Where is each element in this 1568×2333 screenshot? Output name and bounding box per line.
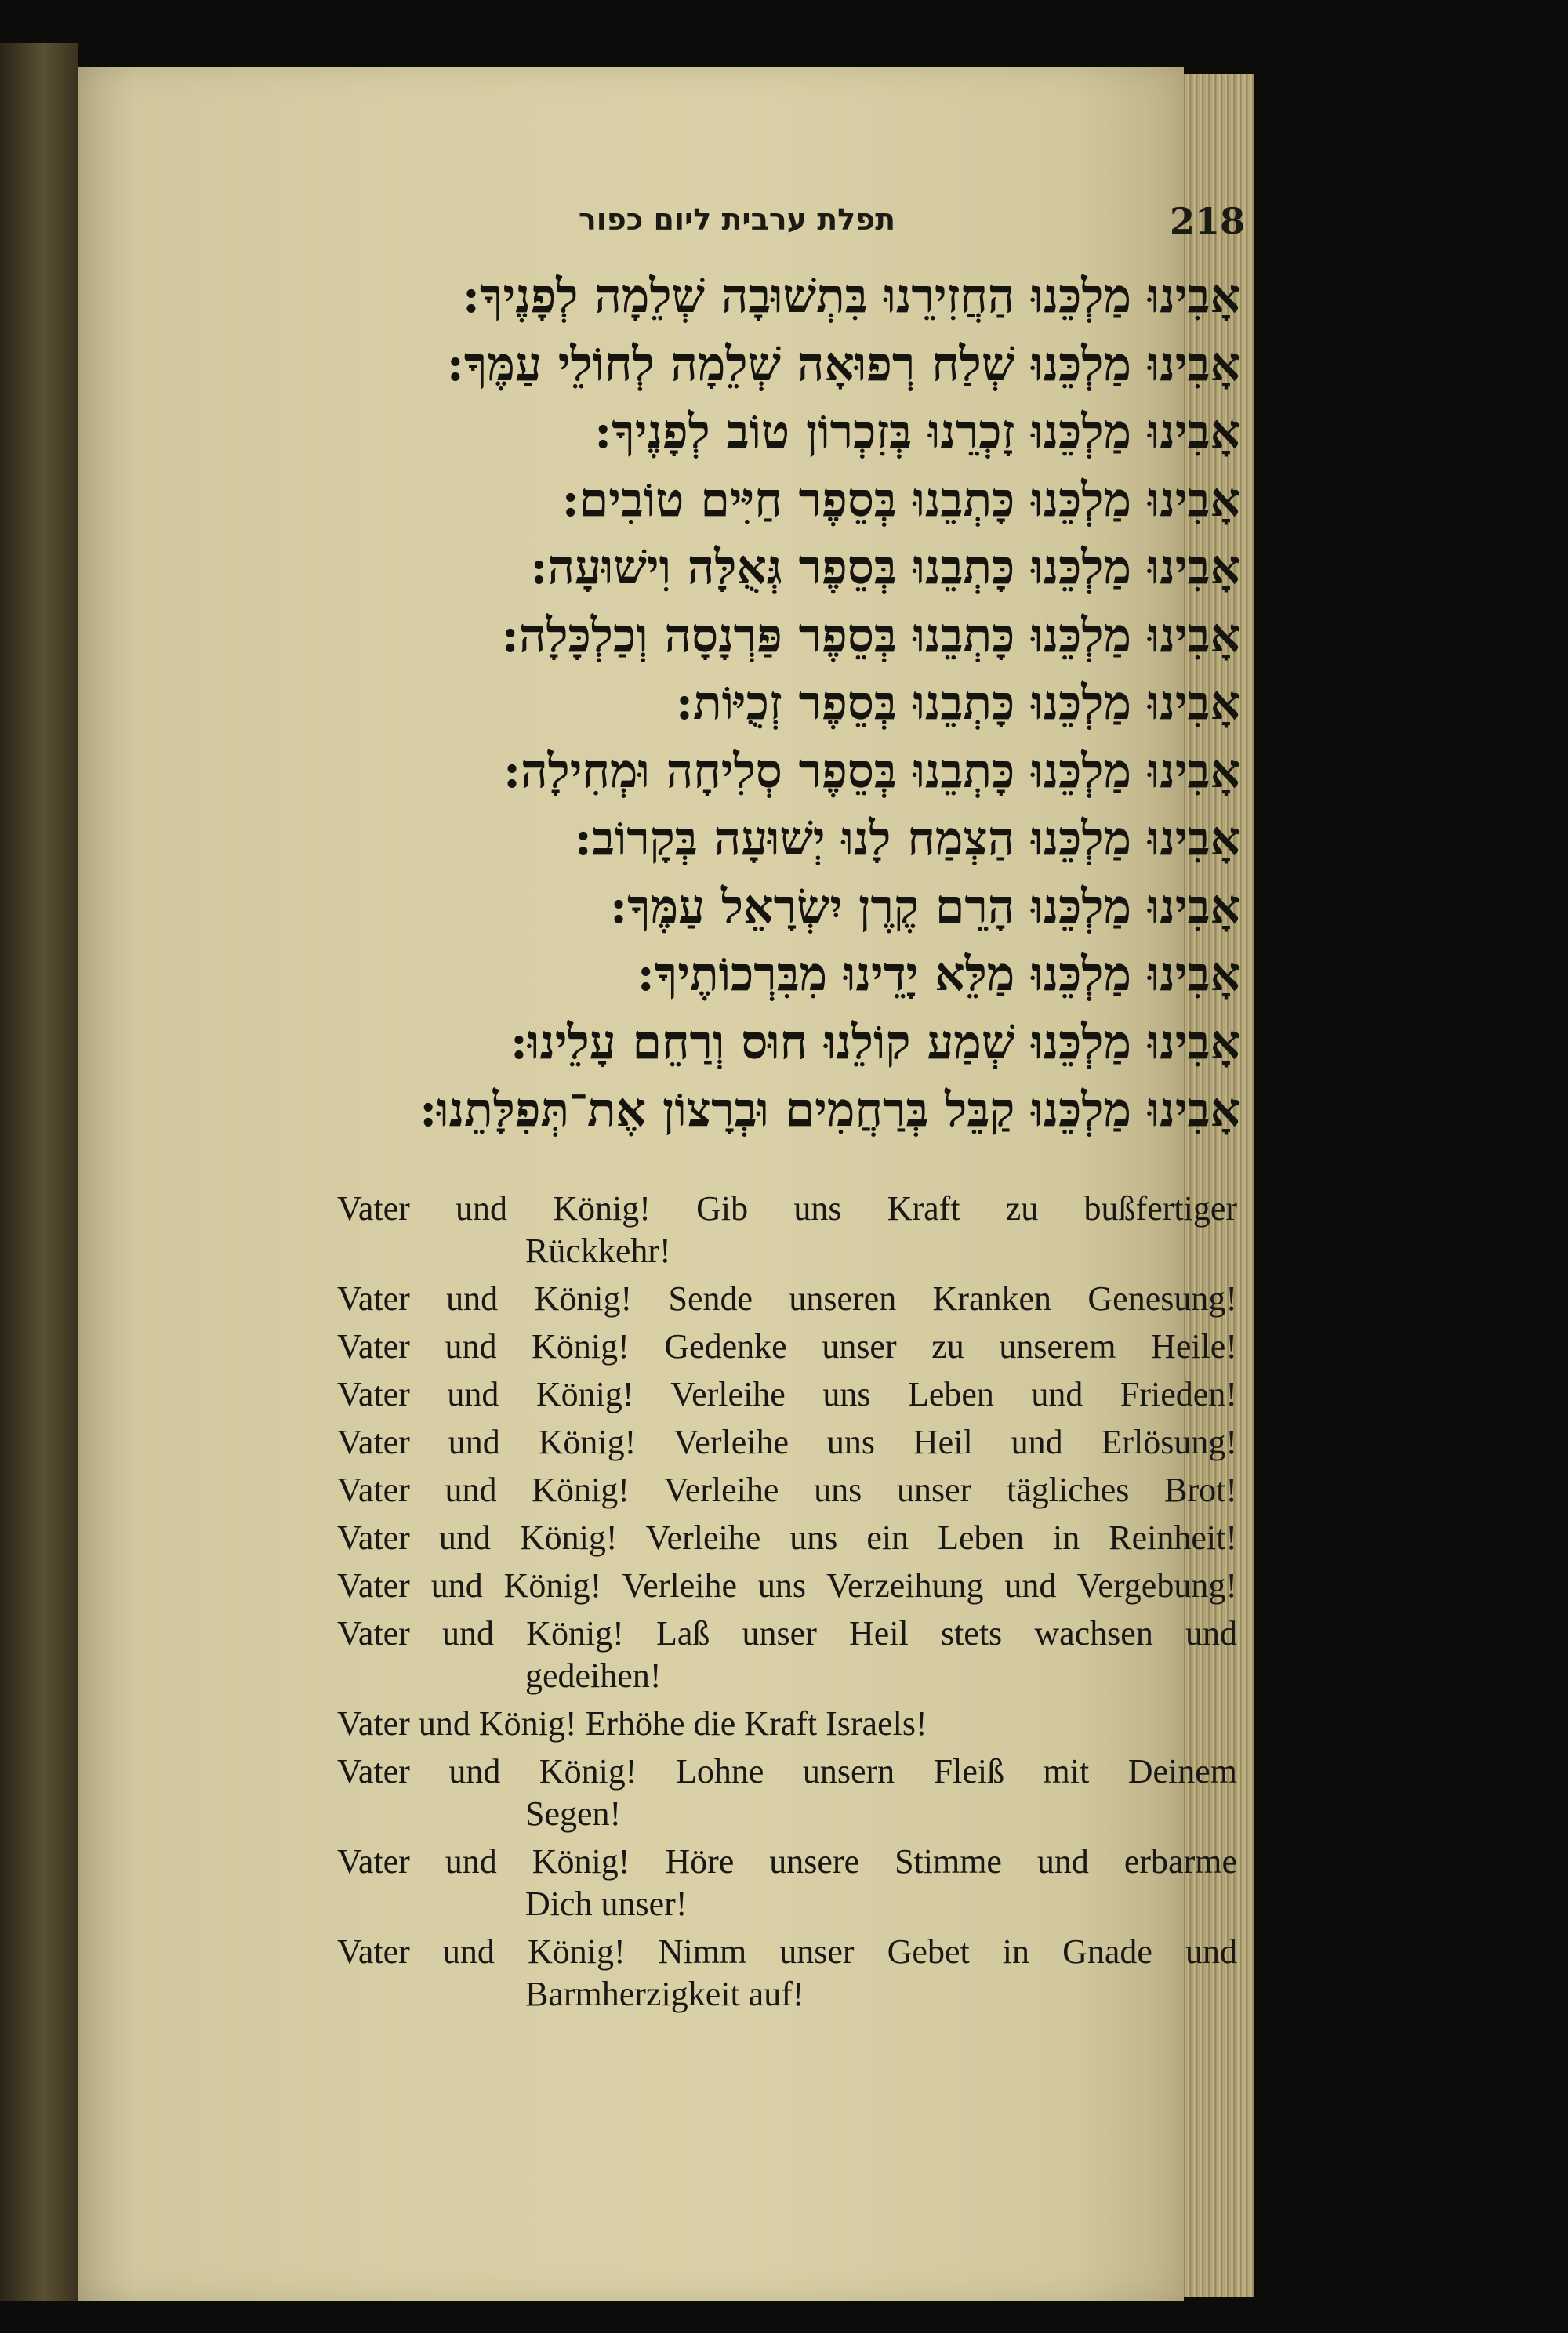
hebrew-line: אָבִינוּ מַלְכֵּנוּ שְׁלַח רְפוּאָה שְׁלֵמָה לְחוֹלֵי עַמֶּךָ: [446,336,1240,392]
translation-continuation: Barmherzigkeit auf! [525,1975,804,2013]
translation-entry [337,1326,1237,1368]
translation-line: Vater und König! Verleihe uns ein Leben in Reinheit! [337,1518,1237,1557]
hebrew-prayer-text [329,263,1240,1145]
running-title: תפלת ערבית ליום כפור [578,202,896,237]
translation-entry [337,1421,1237,1464]
translation-entry [337,1517,1237,1559]
hebrew-line: אָבִינוּ מַלְכֵּנוּ קַבֵּל בְּרַחֲמִים וּבְרָצוֹן אֶת־תְּפִלָּתֵנוּ: [419,1083,1240,1137]
translation-line: Vater und König! Sende unseren Kranken Genesung! [337,1279,1237,1318]
translation-continuation: Segen! [525,1794,622,1833]
translation-continuation: gedeihen! [525,1656,662,1695]
translation-line: Vater und König! Lohne unsern Fleiß mit Deinem [337,1752,1237,1791]
hebrew-line: אָבִינוּ מַלְכֵּנוּ כָּתְבֵנוּ בְּסֵפֶר חַיִּים טוֹבִים: [561,472,1240,528]
hebrew-line: אָבִינוּ מַלְכֵּנוּ כָּתְבֵנוּ בְּסֵפֶר פַּרְנָסָה וְכַלְכָּלָה: [501,608,1240,663]
translation-entry [337,1188,1237,1272]
translation-entry [337,1613,1237,1697]
translation-line: Vater und König! Gedenke unser zu unserem Heile! [337,1327,1237,1366]
hebrew-line: אָבִינוּ מַלְכֵּנוּ הָרֵם קֶרֶן יִשְׂרָאֵל עַמֶּךָ: [609,879,1240,934]
translation-line: Vater und König! Verleihe uns unser tägliches Brot! [337,1471,1237,1509]
hebrew-line: אָבִינוּ מַלְכֵּנוּ זָכְרֵנוּ בְּזִכְרוֹן טוֹב לְפָנֶיךָ: [594,405,1240,459]
translation-line: Vater und König! Verleihe uns Verzeihung und Vergebung! [337,1566,1237,1605]
translation-continuation: Rückkehr! [525,1232,671,1270]
translation-entry [337,1373,1237,1416]
translation-continuation: Dich unser! [525,1885,688,1923]
page-number: 218 [1170,200,1246,242]
hebrew-line: אָבִינוּ מַלְכֵּנוּ מַלֵּא יָדֵינוּ מִבִּרְכוֹתֶיךָ: [637,947,1240,1002]
translation-entry [337,1469,1237,1511]
translation-entry [337,1703,1237,1745]
hebrew-line: אָבִינוּ מַלְכֵּנוּ כָּתְבֵנוּ בְּסֵפֶר זְכֻיּוֹת: [675,676,1240,731]
translation-entry [337,1931,1237,2016]
translation-entry [337,1278,1237,1320]
translation-entry [337,1841,1237,1925]
german-translation [337,1188,1237,2016]
translation-line: Vater und König! Gib uns Kraft zu bußfertiger [337,1189,1237,1228]
translation-line: Vater und König! Erhöhe die Kraft Israels! [337,1704,927,1743]
translation-line: Vater und König! Verleihe uns Heil und Erlösung! [337,1423,1237,1461]
hebrew-line: אָבִינוּ מַלְכֵּנוּ כָּתְבֵנוּ בְּסֵפֶר סְלִיחָה וּמְחִילָה: [503,743,1240,799]
translation-line: Vater und König! Höre unsere Stimme und erbarme [337,1842,1237,1881]
translation-line: Vater und König! Nimm unser Gebet in Gnade und [337,1932,1237,1971]
hebrew-line: אָבִינוּ מַלְכֵּנוּ שְׁמַע קוֹלֵנוּ חוּס וְרַחֵם עָלֵינוּ: [510,1014,1240,1070]
hebrew-line: אָבִינוּ מַלְכֵּנוּ כָּתְבֵנוּ בְּסֵפֶר גְּאֻלָּה וִישׁוּעָה: [530,540,1240,595]
translation-line: Vater und König! Laß unser Heil stets wachsen und [337,1614,1237,1653]
translation-entry [337,1751,1237,1835]
facing-page-edge [0,43,78,2301]
translation-line: Vater und König! Verleihe uns Leben und Frieden! [337,1375,1237,1413]
translation-entry [337,1565,1237,1607]
hebrew-line: אָבִינוּ מַלְכֵּנוּ הַצְמַח לָנוּ יְשׁוּעָה בְּקָרוֹב: [574,811,1240,866]
hebrew-line: אָבִינוּ מַלְכֵּנוּ הַחֲזִירֵנוּ בִּתְשׁוּבָה שְׁלֵמָה לְפָנֶיךָ: [462,269,1240,324]
